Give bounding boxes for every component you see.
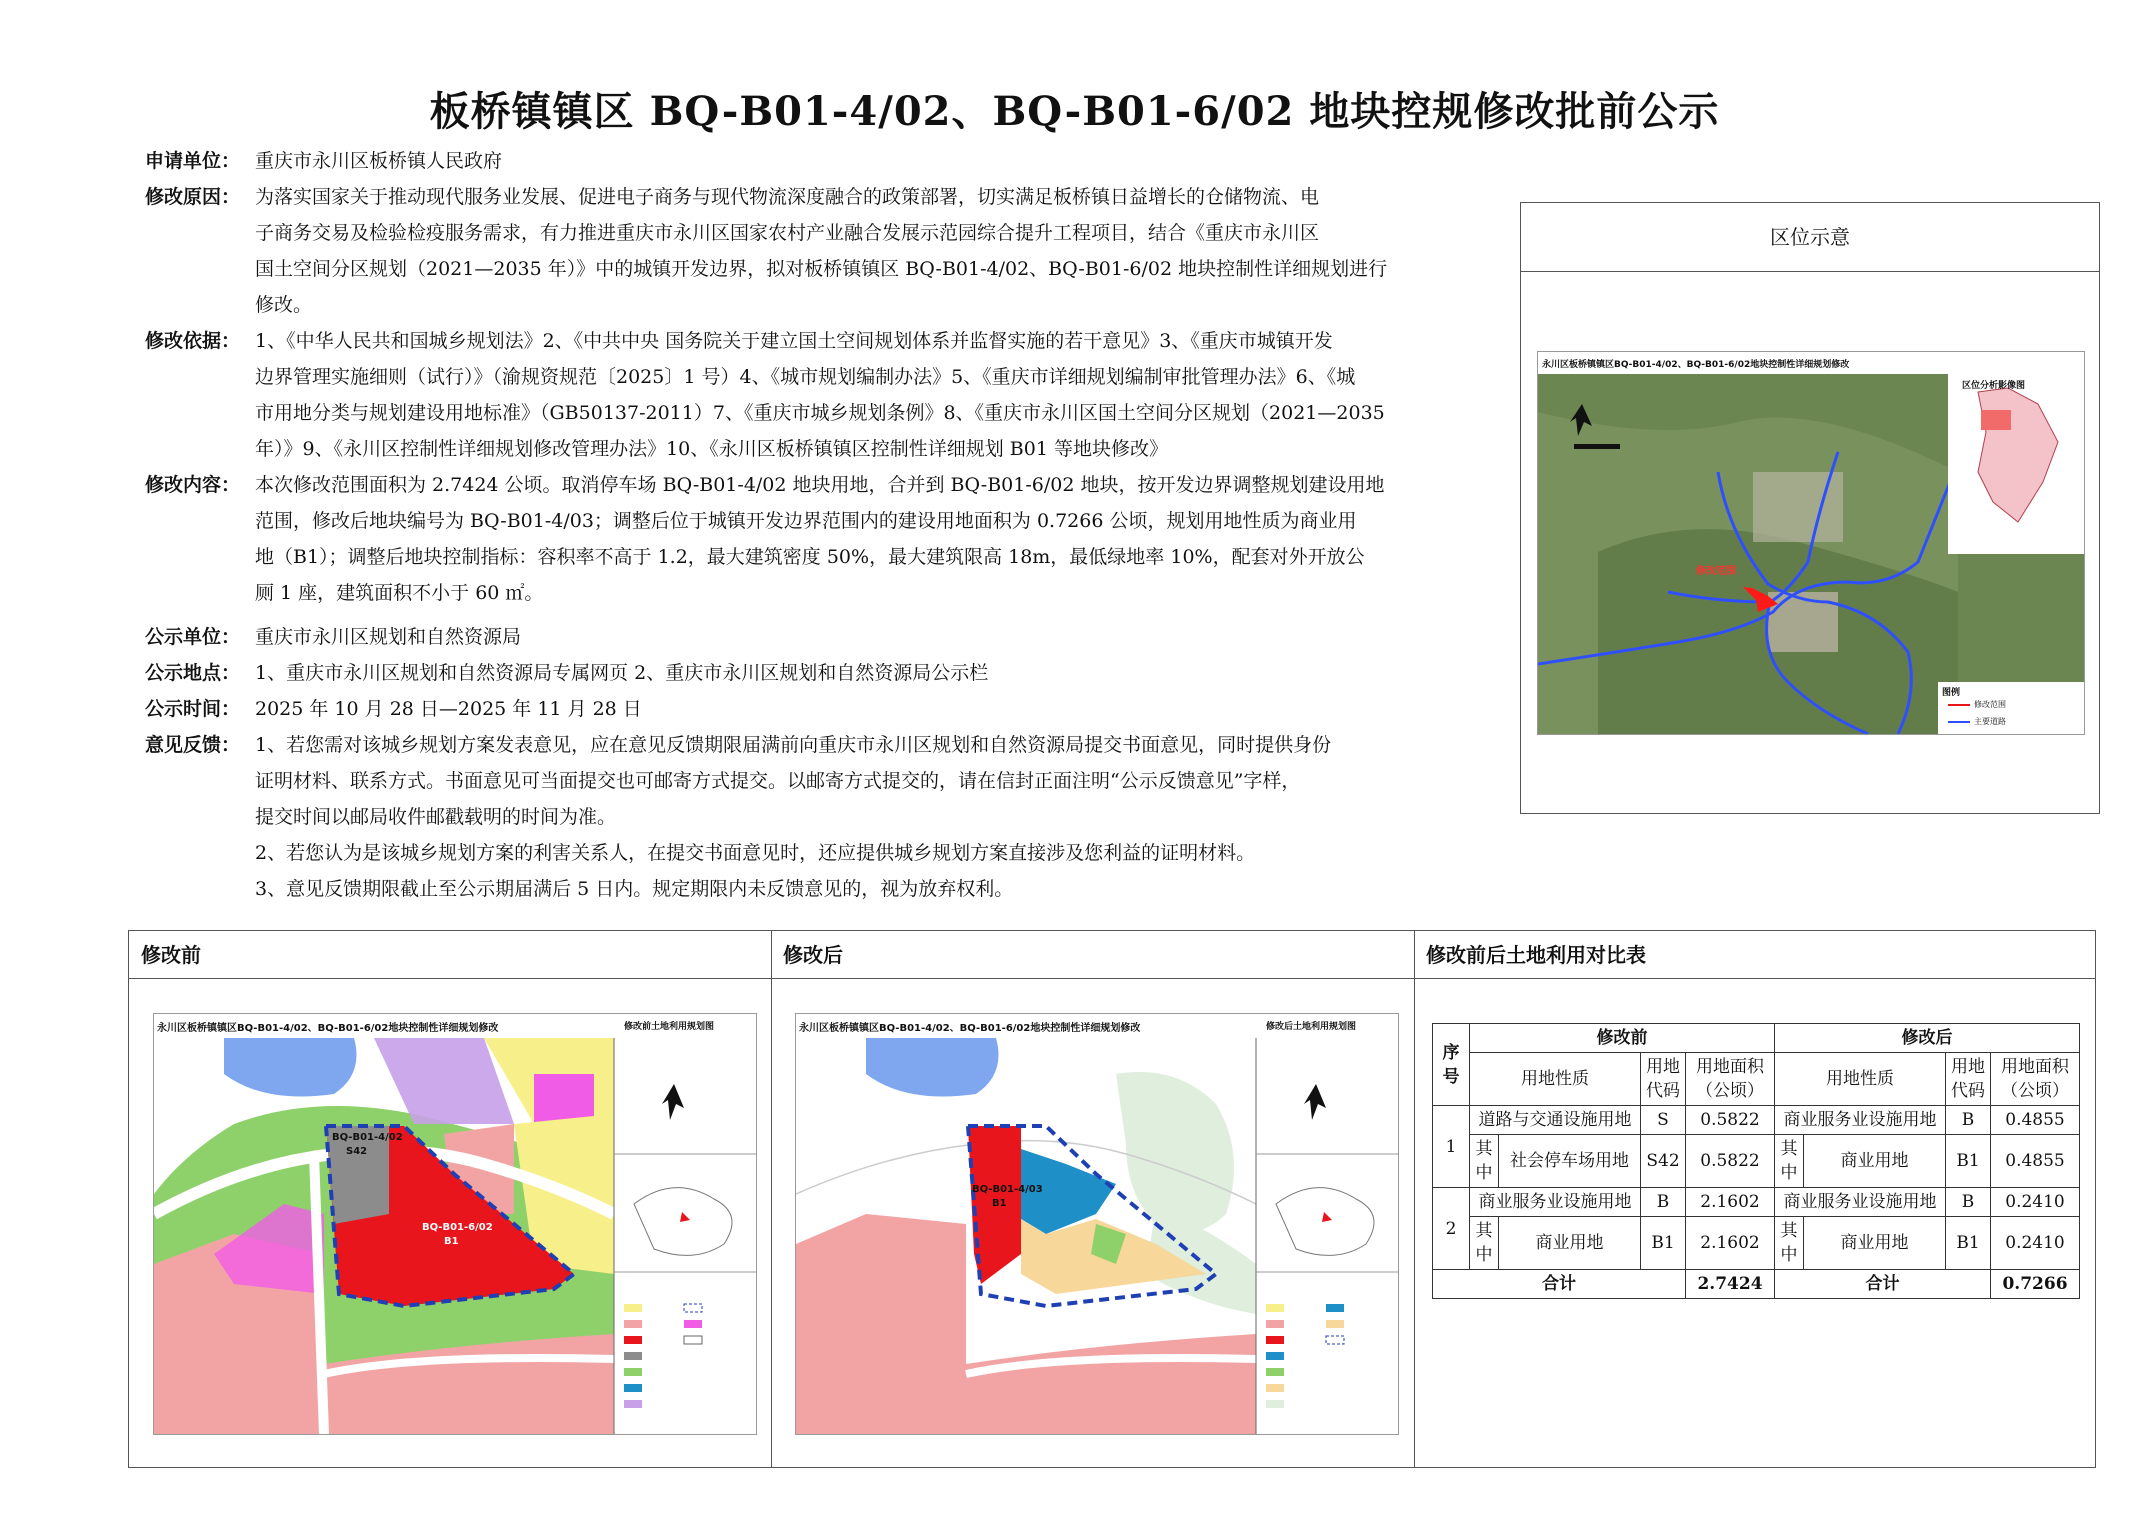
time-value: 2025 年 10 月 28 日—2025 年 11 月 28 日	[255, 698, 642, 720]
basis-line: 边界管理实施细则（试行）》（渝规资规范〔2025〕1 号）4、《城市规划编制办法》5、《重庆市详细规划编制审批管理办法》6、《城	[255, 366, 1356, 388]
nature-cell: 商业服务业设施用地	[1775, 1188, 1946, 1217]
table-row	[1433, 1188, 2080, 1217]
area-cell: 0.4855	[1991, 1106, 2080, 1135]
total-after: 0.7266	[1991, 1270, 2080, 1299]
nature-cell: 道路与交通设施用地	[1470, 1106, 1641, 1135]
area-cell: 0.5822	[1686, 1135, 1775, 1188]
feedback-line: 证明材料、联系方式。书面意见可当面提交也可邮寄方式提交。以邮寄方式提交的，请在信封正面注明“公示反馈意见”字样，	[255, 770, 1301, 792]
feedback-line: 1、若您需对该城乡规划方案发表意见，应在意见反馈期限届满前向重庆市永川区规划和自然资源局提交书面意见，同时提供身份	[255, 734, 1332, 756]
nature-cell: 社会停车场用地	[1499, 1135, 1641, 1188]
code-cell: B	[1641, 1188, 1686, 1217]
code-cell: B	[1946, 1106, 1991, 1135]
feedback-line: 2、若您认为是该城乡规划方案的利害关系人，在提交书面意见时，还应提供城乡规划方案直接涉及您利益的证明材料。	[255, 842, 1256, 864]
before-heading: 修改前	[129, 931, 771, 979]
site-label: 修改范围	[1696, 566, 1736, 577]
reason-line: 国土空间分区规划（2021—2035 年）》中的城镇开发边界，拟对板桥镇镇区 BQ-B01-4/02、BQ-B01-6/02 地块控制性详细规划进行	[255, 258, 1388, 280]
code-cell: B1	[1946, 1135, 1991, 1188]
time-label: 公示时间：	[145, 698, 241, 720]
reason-text	[255, 179, 1387, 323]
qizhong-cell: 其中	[1470, 1135, 1499, 1188]
col-nature: 用地性质	[1470, 1053, 1641, 1106]
content-label: 修改内容：	[145, 474, 241, 496]
code-cell: S	[1641, 1106, 1686, 1135]
area-cell: 2.1602	[1686, 1188, 1775, 1217]
legend-item: 修改范围	[1974, 700, 2006, 709]
reason-row	[145, 179, 1515, 323]
total-label: 合计	[1433, 1270, 1686, 1299]
before-map-subtitle: 修改前土地利用规划图	[624, 1022, 715, 1032]
code-cell: B1	[1641, 1217, 1686, 1270]
total-label: 合计	[1775, 1270, 1991, 1299]
feedback-row	[145, 727, 1515, 907]
feedback-line: 3、意见反馈期限截止至公示期届满后 5 日内。规定期限内未反馈意见的，视为放弃权利。	[255, 878, 1014, 900]
col-area: 用地面积（公顷）	[1686, 1053, 1775, 1106]
place-label: 公示地点：	[145, 662, 241, 684]
content-line: 范围，修改后地块编号为 BQ-B01-4/03；调整后位于城镇开发边界范围内的建设用地面积为 0.7266 公顷，规划用地性质为商业用	[255, 510, 1357, 532]
publisher-value: 重庆市永川区规划和自然资源局	[255, 626, 522, 648]
after-map-title: 永川区板桥镇镇区BQ-B01-4/02、BQ-B01-6/02地块控制性详细规划修改	[799, 1023, 1141, 1034]
content-line: 地（B1）；调整后地块控制指标：容积率不高于 1.2，最大建筑密度 50%，最大建筑限高 18m，最低绿地率 10%，配套对外开放公	[255, 546, 1365, 568]
legend-title: 图例	[1942, 688, 1961, 698]
divider	[1414, 931, 1415, 1467]
publisher-row	[145, 619, 1515, 655]
reason-line: 修改。	[255, 294, 313, 316]
bottom-panel	[128, 930, 2096, 1468]
legend-item: 主要道路	[1974, 717, 2006, 726]
reason-label: 修改原因：	[145, 186, 241, 208]
area-cell: 0.2410	[1991, 1188, 2080, 1217]
before-header: 修改前	[1470, 1024, 1775, 1053]
divider	[771, 931, 772, 1467]
code-cell: B1	[1946, 1217, 1991, 1270]
location-panel	[1520, 202, 2100, 814]
location-heading: 区位示意	[1521, 203, 2099, 272]
col-area: 用地面积（公顷）	[1991, 1053, 2080, 1106]
parcel-label: BQ-B01-6/02	[422, 1222, 493, 1233]
content-row	[145, 467, 1515, 611]
basis-label: 修改依据：	[145, 330, 241, 352]
nature-cell: 商业用地	[1804, 1217, 1946, 1270]
content-line: 厕 1 座，建筑面积不小于 60 ㎡。	[255, 582, 544, 604]
applicant-value: 重庆市永川区板桥镇人民政府	[255, 150, 503, 172]
seq-cell: 2	[1433, 1188, 1470, 1270]
reason-line: 为落实国家关于推动现代服务业发展、促进电子商务与现代物流深度融合的政策部署，切实满足板桥镇日益增长的仓储物流、电	[255, 186, 1320, 208]
feedback-label: 意见反馈：	[145, 734, 241, 756]
page-title: 板桥镇镇区 BQ-B01-4/02、BQ-B01-6/02 地块控规修改批前公示	[429, 88, 1720, 135]
compare-heading: 修改前后土地利用对比表	[1414, 931, 2095, 979]
after-heading: 修改后	[771, 931, 1414, 979]
feedback-line: 提交时间以邮局收件邮戳载明的时间为准。	[255, 806, 617, 828]
after-header: 修改后	[1775, 1024, 2080, 1053]
nature-cell: 商业用地	[1804, 1135, 1946, 1188]
area-cell: 0.5822	[1686, 1106, 1775, 1135]
basis-line: 1、《中华人民共和国城乡规划法》2、《中共中央 国务院关于建立国土空间规划体系并监督实施的若干意见》3、《重庆市城镇开发	[255, 330, 1333, 352]
parcel-code: S42	[346, 1146, 368, 1157]
total-row	[1433, 1270, 2080, 1299]
content-text	[255, 467, 1384, 611]
parcel-label: BQ-B01-4/02	[332, 1132, 403, 1143]
total-before: 2.7424	[1686, 1270, 1775, 1299]
qizhong-cell: 其中	[1775, 1217, 1804, 1270]
before-map-title: 永川区板桥镇镇区BQ-B01-4/02、BQ-B01-6/02地块控制性详细规划修改	[157, 1023, 499, 1034]
col-code: 用地代码	[1641, 1053, 1686, 1106]
table-row	[1433, 1135, 2080, 1188]
after-map-graphic	[796, 1014, 1398, 1434]
reason-line: 子商务交易及检验检疫服务需求，有力推进重庆市永川区国家农村产业融合发展示范园综合提升工程项目，结合《重庆市永川区	[255, 222, 1320, 244]
basis-text	[255, 323, 1385, 467]
place-row	[145, 655, 1515, 691]
publisher-label: 公示单位：	[145, 626, 241, 648]
table-row	[1433, 1217, 2080, 1270]
after-map	[795, 1013, 1399, 1435]
before-map	[153, 1013, 757, 1435]
seq-header: 序号	[1433, 1024, 1470, 1106]
after-map-subtitle: 修改后土地利用规划图	[1266, 1022, 1357, 1032]
qizhong-cell: 其中	[1470, 1217, 1499, 1270]
seq-cell: 1	[1433, 1106, 1470, 1188]
parcel-code: B1	[444, 1236, 459, 1247]
area-cell: 0.2410	[1991, 1217, 2080, 1270]
parcel-label: BQ-B01-4/03	[972, 1184, 1043, 1195]
location-map	[1537, 351, 2085, 735]
code-cell: S42	[1641, 1135, 1686, 1188]
nature-cell: 商业服务业设施用地	[1470, 1188, 1641, 1217]
table-row	[1433, 1106, 2080, 1135]
basis-line: 市用地分类与规划建设用地标准》（GB50137-2011）7、《重庆市城乡规划条例》8、《重庆市永川区国土空间分区规划（2021—2035	[255, 402, 1385, 424]
content-line: 本次修改范围面积为 2.7424 公顷。取消停车场 BQ-B01-4/02 地块用地，合并到 BQ-B01-6/02 地块，按开发边界调整规划建设用地	[255, 474, 1385, 496]
basis-row	[145, 323, 1515, 467]
location-map-subtitle: 区位分析影像图	[1962, 381, 2026, 391]
code-cell: B	[1946, 1188, 1991, 1217]
parcel-code: B1	[992, 1198, 1007, 1209]
basis-line: 年）》9、《永川区控制性详细规划修改管理办法》10、《永川区板桥镇镇区控制性详细规划 B01 等地块修改》	[255, 438, 1168, 460]
area-cell: 2.1602	[1686, 1217, 1775, 1270]
qizhong-cell: 其中	[1775, 1135, 1804, 1188]
nature-cell: 商业服务业设施用地	[1775, 1106, 1946, 1135]
place-value: 1、重庆市永川区规划和自然资源局专属网页 2、重庆市永川区规划和自然资源局公示栏	[255, 662, 989, 684]
land-use-table	[1432, 1023, 2080, 1299]
col-code: 用地代码	[1946, 1053, 1991, 1106]
nature-cell: 商业用地	[1499, 1217, 1641, 1270]
feedback-text	[255, 727, 1331, 907]
time-row	[145, 691, 1515, 727]
location-map-graphic	[1538, 352, 2084, 734]
applicant-row	[145, 143, 1495, 179]
location-map-title: 永川区板桥镇镇区BQ-B01-4/02、BQ-B01-6/02地块控制性详细规划修改	[1542, 360, 1850, 370]
area-cell: 0.4855	[1991, 1135, 2080, 1188]
applicant-label: 申请单位：	[145, 150, 241, 172]
col-nature: 用地性质	[1775, 1053, 1946, 1106]
